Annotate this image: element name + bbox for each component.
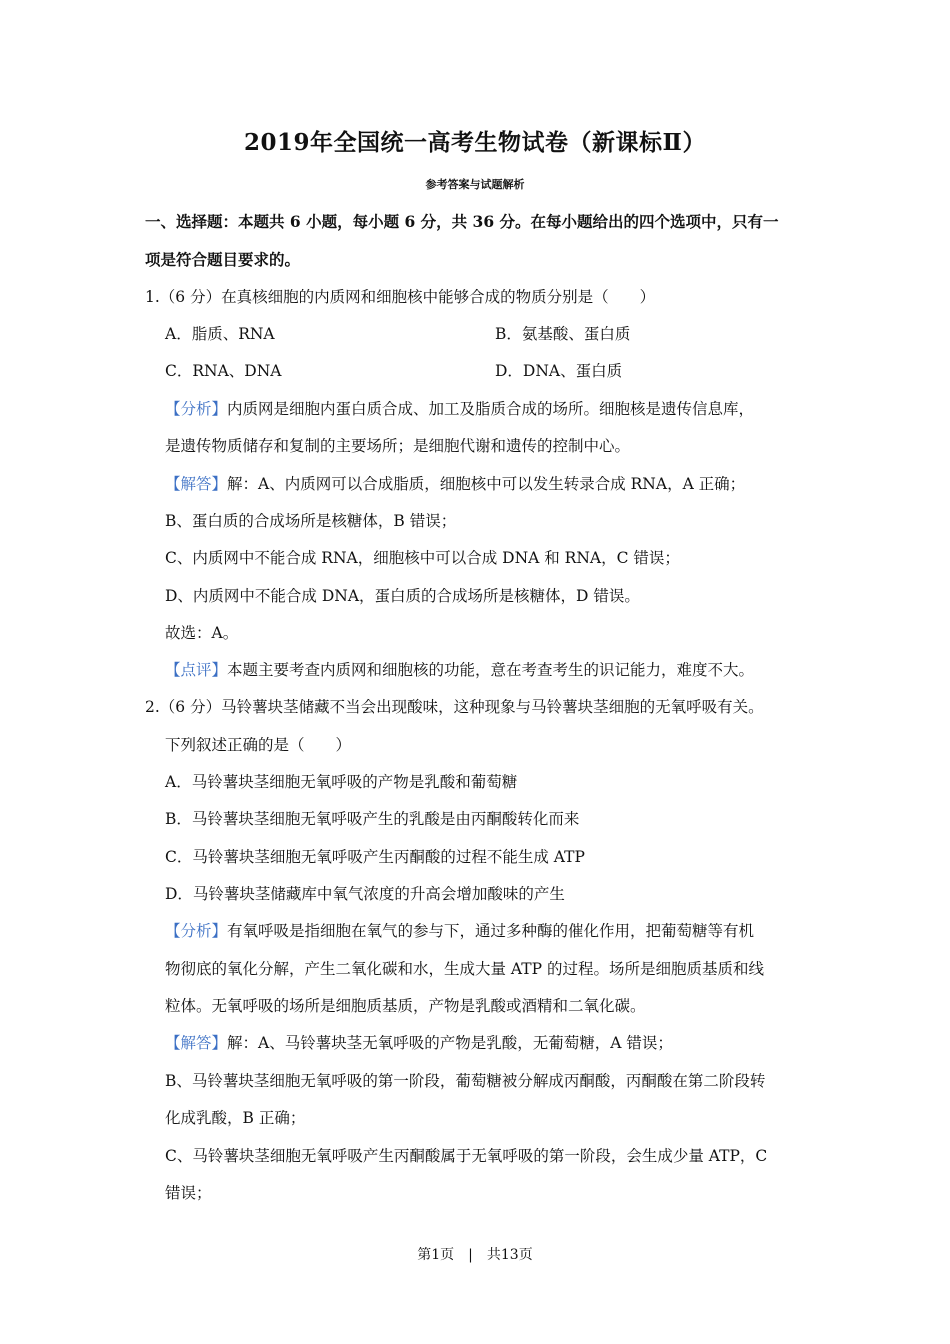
q1-choice: 故选：A。	[165, 624, 239, 642]
q1-answer-text-1: 解：A、内质网可以合成脂质，细胞核中可以发生转录合成 RNA，A 正确；	[227, 475, 746, 493]
question-1-stem: 1.（6 分）在真核细胞的内质网和细胞核中能够合成的物质分别是（ ）	[145, 288, 656, 306]
question-2-stem-line-2: 下列叙述正确的是（ ）	[165, 736, 352, 754]
answer-tag: 【解答】	[165, 475, 228, 493]
section-heading-line-2: 项是符合题目要求的。	[145, 250, 301, 269]
q1-analysis-line-1	[165, 398, 754, 420]
q1-option-b: B．氨基酸、蛋白质	[495, 325, 631, 343]
comment-tag: 【点评】	[165, 661, 228, 679]
q2-option-b: B．马铃薯块茎细胞无氧呼吸产生的乳酸是由丙酮酸转化而来	[165, 810, 580, 828]
q1-comment-text: 本题主要考查内质网和细胞核的功能，意在考查考生的识记能力，难度不大。	[227, 661, 755, 679]
section-heading-line-1: 一、选择题：本题共 6 小题，每小题 6 分，共 36 分。在每小题给出的四个选项中，只有一	[145, 212, 779, 231]
q2-analysis-line-1	[165, 920, 754, 942]
q2-answer-line-2: B、马铃薯块茎细胞无氧呼吸的第一阶段，葡萄糖被分解成丙酮酸，丙酮酸在第二阶段转	[165, 1072, 766, 1090]
q1-answer-line-1	[165, 473, 745, 495]
document-title: 2019年全国统一高考生物试卷（新课标Ⅱ）	[244, 129, 706, 156]
page-footer: 第1页 | 共13页	[417, 1247, 533, 1263]
q1-analysis-line-2: 是遗传物质储存和复制的主要场所；是细胞代谢和遗传的控制中心。	[165, 437, 631, 455]
q2-answer-text-1: 解：A、马铃薯块茎无氧呼吸的产物是乳酸，无葡萄糖，A 错误；	[227, 1034, 673, 1052]
q1-answer-line-3: C、内质网中不能合成 RNA，细胞核中可以合成 DNA 和 RNA，C 错误；	[165, 549, 680, 567]
q2-analysis-line-3: 粒体。无氧呼吸的场所是细胞质基质，产物是乳酸或酒精和二氧化碳。	[165, 997, 646, 1015]
document-subtitle: 参考答案与试题解析	[425, 178, 525, 191]
q2-analysis-line-2: 物彻底的氧化分解，产生二氧化碳和水，生成大量 ATP 的过程。场所是细胞质基质和线	[165, 960, 764, 978]
q2-option-d: D．马铃薯块茎储藏库中氧气浓度的升高会增加酸味的产生	[165, 885, 565, 903]
question-2-stem-line-1: 2.（6 分）马铃薯块茎储藏不当会出现酸味，这种现象与马铃薯块茎细胞的无氧呼吸有关。	[145, 698, 764, 716]
q1-option-d: D．DNA、蛋白质	[495, 362, 623, 380]
q2-answer-line-5: 错误；	[165, 1184, 212, 1202]
q1-answer-line-2: B、蛋白质的合成场所是核糖体，B 错误；	[165, 512, 457, 530]
q1-option-a: A．脂质、RNA	[165, 325, 275, 343]
q1-answer-line-4: D、内质网中不能合成 DNA，蛋白质的合成场所是核糖体，D 错误。	[165, 587, 640, 605]
q2-answer-line-1	[165, 1032, 673, 1054]
q2-option-a: A．马铃薯块茎细胞无氧呼吸的产物是乳酸和葡萄糖	[165, 773, 518, 791]
answer-tag: 【解答】	[165, 1034, 228, 1052]
q2-answer-line-3: 化成乳酸，B 正确；	[165, 1109, 306, 1127]
q1-analysis-text-1: 内质网是细胞内蛋白质合成、加工及脂质合成的场所。细胞核是遗传信息库，	[227, 400, 755, 418]
q2-option-c: C．马铃薯块茎细胞无氧呼吸产生丙酮酸的过程不能生成 ATP	[165, 848, 585, 866]
analysis-tag: 【分析】	[165, 400, 228, 418]
q2-answer-line-4: C、马铃薯块茎细胞无氧呼吸产生丙酮酸属于无氧呼吸的第一阶段，会生成少量 ATP，C	[165, 1147, 768, 1165]
q2-analysis-text-1: 有氧呼吸是指细胞在氧气的参与下，通过多种酶的催化作用，把葡萄糖等有机	[227, 922, 755, 940]
q1-option-c: C．RNA、DNA	[165, 362, 282, 380]
q1-comment-line	[165, 659, 754, 681]
analysis-tag: 【分析】	[165, 922, 228, 940]
